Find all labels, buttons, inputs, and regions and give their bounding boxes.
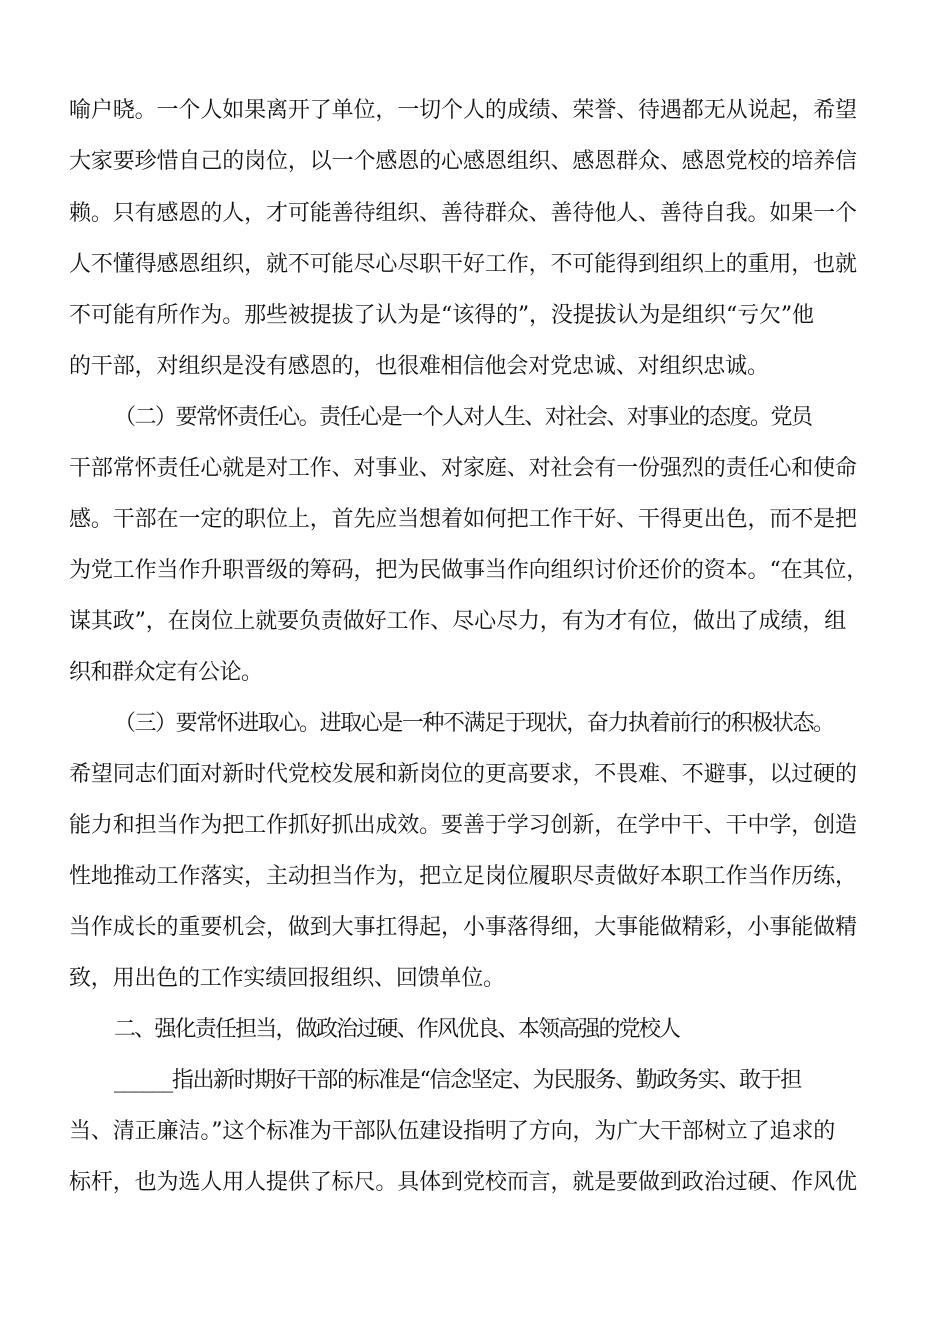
text-line: 谋其政”，在岗位上就要负责做好工作、尽心尽力，有为才有位，做出了成绩，组 (69, 609, 847, 634)
paragraph-heading: （三）要常怀进取心。进取心是一种不满足于现状，奋力执着前行的积极状态。 (114, 711, 834, 736)
text-line: 喻户晓。一个人如果离开了单位，一切个人的成绩、荣誉、待遇都无从说起，希望 (69, 98, 857, 123)
text-line: 标杆，也为选人用人提供了标尺。具体到党校而言，就是要做到政治过硬、作风优 (69, 1170, 857, 1195)
text-line: 干部常怀责任心就是对工作、对事业、对家庭、对社会有一份强烈的责任心和使命 (69, 456, 857, 481)
section-heading: 二、强化责任担当，做政治过硬、作风优良、本领高强的党校人 (114, 1017, 680, 1042)
text-line: 能力和担当作为把工作抓好抓出成效。要善于学习创新，在学中干、干中学，创造 (69, 813, 857, 838)
text-line: 性地推动工作落实，主动担当作为，把立足岗位履职尽责做好本职工作当作历练， (69, 864, 857, 889)
text-line: 的干部，对组织是没有感恩的，也很难相信他会对党忠诚、对组织忠诚。 (69, 354, 769, 379)
text-line: 为党工作当作升职晋级的筹码，把为民做事当作向组织讨价还价的资本。“在其位， (69, 558, 869, 583)
text-line: 人不懂得感恩组织，就不可能尽心尽职干好工作，不可能得到组织上的重用，也就 (69, 252, 857, 277)
paragraph-heading: （二）要常怀责任心。责任心是一个人对人生、对社会、对事业的态度。党员 (114, 405, 812, 430)
text-line: ______指出新时期好干部的标准是“信念坚定、为民服务、勤政务实、敢于担 (114, 1068, 801, 1093)
text-line: 感。干部在一定的职位上，首先应当想着如何把工作干好、干得更出色，而不是把 (69, 507, 857, 532)
text-line: 大家要珍惜自己的岗位，以一个感恩的心感恩组织、感恩群众、感恩党校的培养信 (69, 149, 857, 174)
text-line: 当、清正廉洁。”这个标准为干部队伍建设指明了方向，为广大干部树立了追求的 (69, 1119, 836, 1144)
text-line: 希望同志们面对新时代党校发展和新岗位的更高要求，不畏难、不避事，以过硬的 (69, 762, 857, 787)
text-line: 致，用出色的工作实绩回报组织、回馈单位。 (69, 966, 505, 991)
text-line: 赖。只有感恩的人，才可能善待组织、善待群众、善待他人、善待自我。如果一个 (69, 201, 857, 226)
text-line: 当作成长的重要机会，做到大事扛得起，小事落得细，大事能做精彩，小事能做精 (69, 915, 857, 940)
text-line: 不可能有所作为。那些被提拔了认为是“该得的”，没提拔认为是组织“亏欠”他 (69, 303, 814, 328)
text-line: 织和群众定有公论。 (69, 660, 263, 685)
